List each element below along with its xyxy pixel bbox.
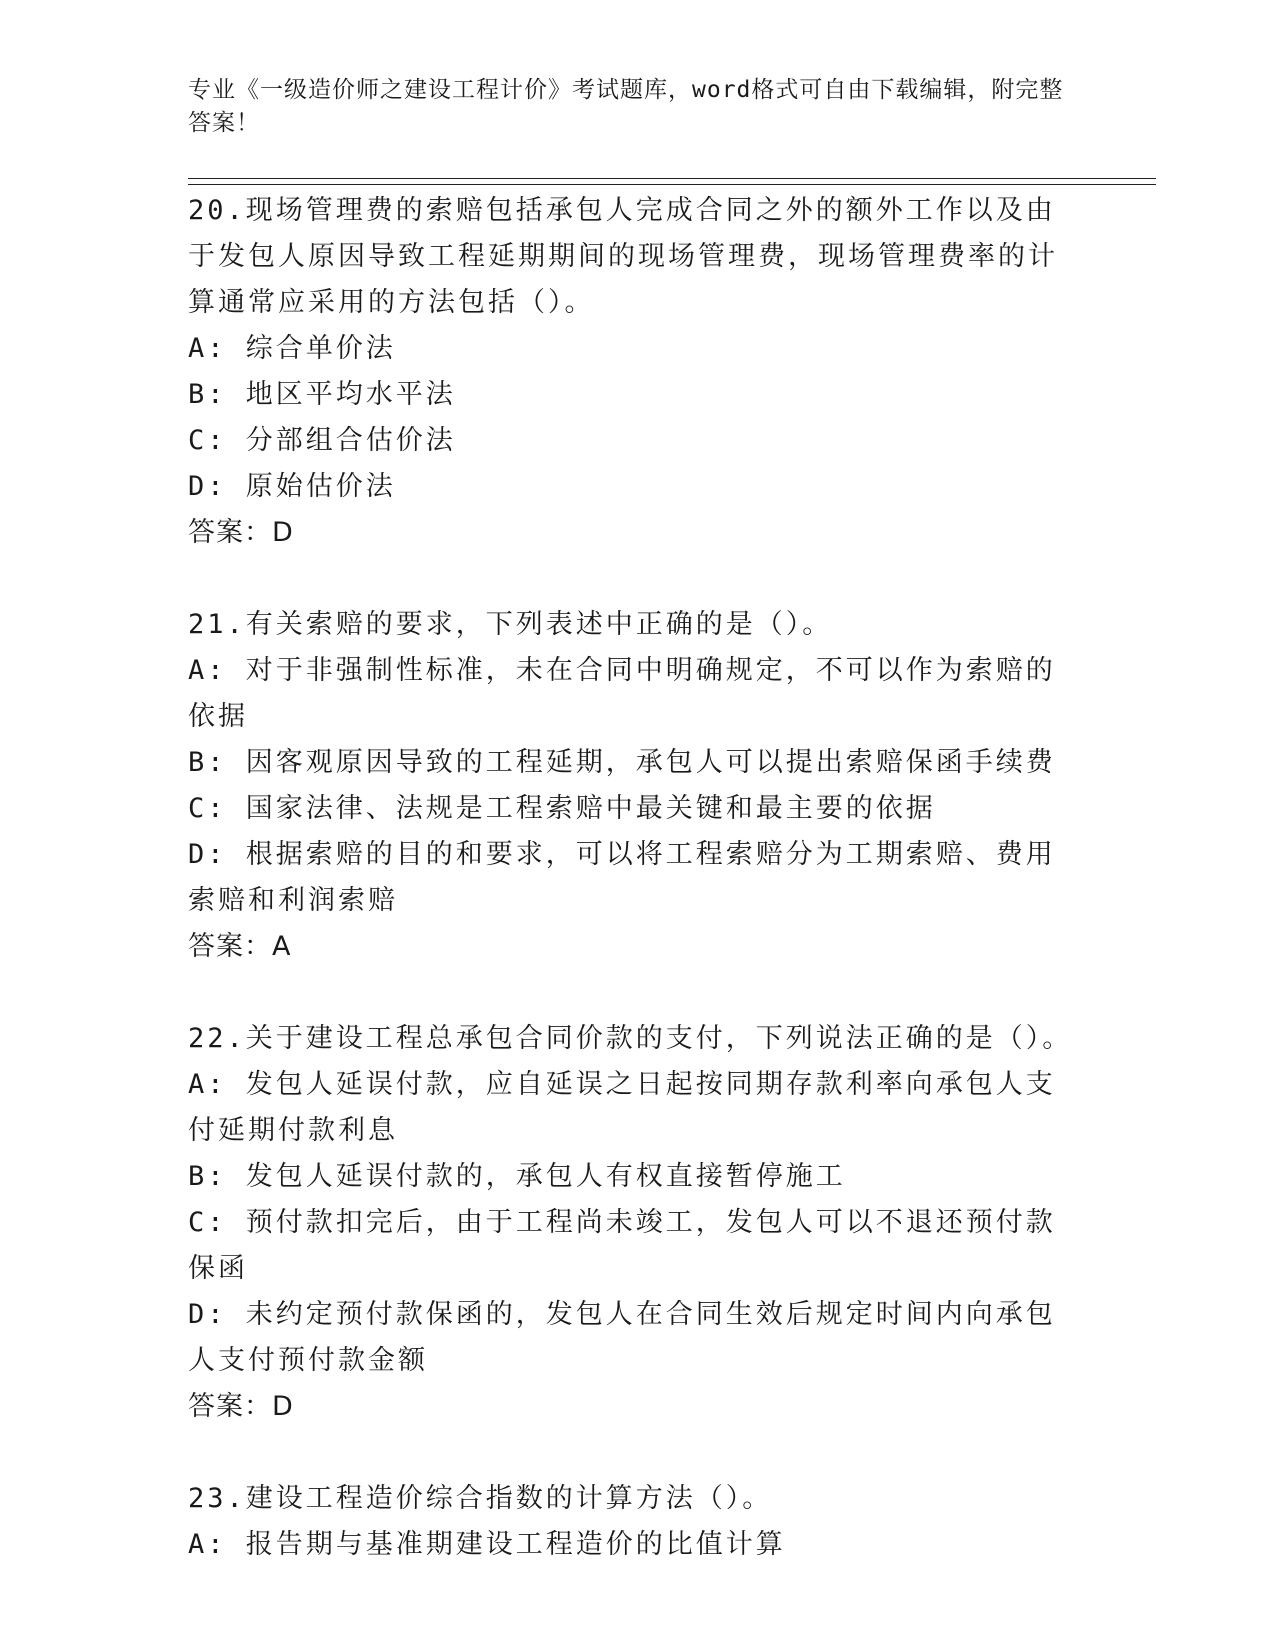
header-divider-bottom bbox=[188, 184, 1156, 185]
document-header: 专业《一级造价师之建设工程计价》考试题库，word格式可自由下载编辑，附完整答案！ bbox=[188, 77, 1064, 136]
option-d: D: 未约定预付款保函的，发包人在合同生效后规定时间内向承包人支付预付款金额 bbox=[188, 1299, 1056, 1376]
option-c: C: 预付款扣完后，由于工程尚未竣工，发包人可以不退还预付款保函 bbox=[188, 1207, 1056, 1284]
option-d: D: 根据索赔的目的和要求，可以将工程索赔分为工期索赔、费用索赔和利润索赔 bbox=[188, 839, 1056, 916]
question-20 bbox=[188, 188, 1078, 556]
option-a: A: 发包人延误付款，应自延误之日起按同期存款利率向承包人支付延期付款利息 bbox=[188, 1069, 1056, 1146]
option-a: A: 对于非强制性标准，未在合同中明确规定，不可以作为索赔的依据 bbox=[188, 655, 1056, 732]
answer-label: 答案：D bbox=[188, 1391, 294, 1422]
option-a: A: 报告期与基准期建设工程造价的比值计算 bbox=[188, 1529, 786, 1560]
option-d: D: 原始估价法 bbox=[188, 471, 396, 502]
header-divider-top bbox=[188, 178, 1156, 179]
question-stem: 21.有关索赔的要求，下列表述中正确的是（）。 bbox=[188, 609, 833, 640]
question-stem: 22.关于建设工程总承包合同价款的支付，下列说法正确的是（）。 bbox=[188, 1023, 1073, 1054]
option-c: C: 分部组合估价法 bbox=[188, 425, 456, 456]
question-stem: 23.建设工程造价综合指数的计算方法（）。 bbox=[188, 1483, 773, 1514]
question-22 bbox=[188, 1016, 1078, 1430]
question-stem: 20.现场管理费的索赔包括承包人完成合同之外的额外工作以及由于发包人原因导致工程延期期间的现场管理费，现场管理费率的计算通常应采用的方法包括（）。 bbox=[188, 195, 1058, 318]
option-c: C: 国家法律、法规是工程索赔中最关键和最主要的依据 bbox=[188, 793, 936, 824]
answer-label: 答案：A bbox=[188, 931, 292, 962]
option-b: B: 地区平均水平法 bbox=[188, 379, 456, 410]
option-b: B: 因客观原因导致的工程延期，承包人可以提出索赔保函手续费 bbox=[188, 747, 1056, 778]
question-21 bbox=[188, 602, 1078, 970]
question-23 bbox=[188, 1476, 1078, 1568]
answer-label: 答案：D bbox=[188, 517, 294, 548]
option-b: B: 发包人延误付款的，承包人有权直接暂停施工 bbox=[188, 1161, 846, 1192]
question-list bbox=[188, 188, 1078, 1614]
option-a: A: 综合单价法 bbox=[188, 333, 396, 364]
